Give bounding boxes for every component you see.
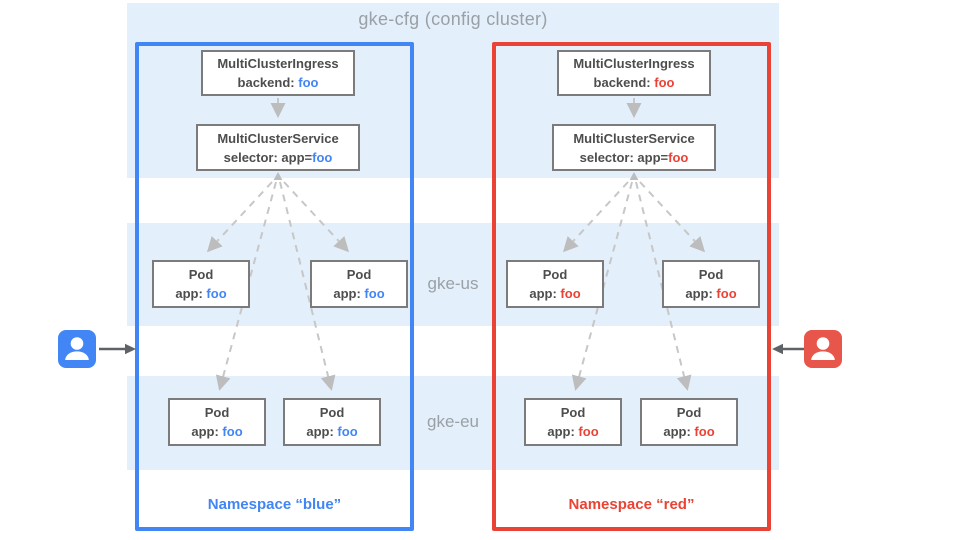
pod-box-eu-red-1: Pod app: foo bbox=[524, 398, 622, 446]
box-line1: MultiClusterService bbox=[217, 130, 339, 146]
user-person-icon-red bbox=[804, 330, 842, 368]
selector-value: foo bbox=[668, 149, 689, 165]
multiclusteringress-box-blue bbox=[201, 50, 355, 96]
user-arrow-blue bbox=[99, 344, 136, 354]
box-line2: selector: app=foo bbox=[579, 149, 689, 165]
user-person-icon-blue bbox=[58, 330, 96, 368]
multiclusteringress-box-red bbox=[557, 50, 711, 96]
backend-value: foo bbox=[298, 75, 319, 90]
pod-box-eu-blue-2: Pod app: foo bbox=[283, 398, 381, 446]
pod-box-us-red-1: Pod app: foo bbox=[506, 260, 604, 308]
box-line2: selector: app=foo bbox=[223, 149, 333, 165]
multiclusterservice-box-red bbox=[552, 124, 716, 171]
box-line2: backend: foo bbox=[237, 75, 319, 90]
multiclusterservice-box-blue bbox=[196, 124, 360, 171]
gke-us-label: gke-us bbox=[427, 274, 479, 293]
selector-value: foo bbox=[312, 149, 333, 165]
box-line1: MultiClusterIngress bbox=[573, 56, 695, 71]
config-cluster-title: gke-cfg (config cluster) bbox=[358, 9, 548, 29]
box-line1: MultiClusterIngress bbox=[217, 56, 339, 71]
pod-box-us-blue-1: Pod app: foo bbox=[152, 260, 250, 308]
pod-box-eu-red-2: Pod app: foo bbox=[640, 398, 738, 446]
namespace-red-label: Namespace “red” bbox=[568, 496, 695, 513]
namespace-blue-label: Namespace “blue” bbox=[207, 496, 342, 513]
pod-box-eu-blue-1: Pod app: foo bbox=[168, 398, 266, 446]
box-line2: backend: foo bbox=[593, 75, 675, 90]
pod-box-us-red-2: Pod app: foo bbox=[662, 260, 760, 308]
backend-value: foo bbox=[654, 75, 675, 90]
pod-box-us-blue-2: Pod app: foo bbox=[310, 260, 408, 308]
gke-eu-label: gke-eu bbox=[427, 412, 479, 431]
box-line1: MultiClusterService bbox=[573, 130, 695, 146]
